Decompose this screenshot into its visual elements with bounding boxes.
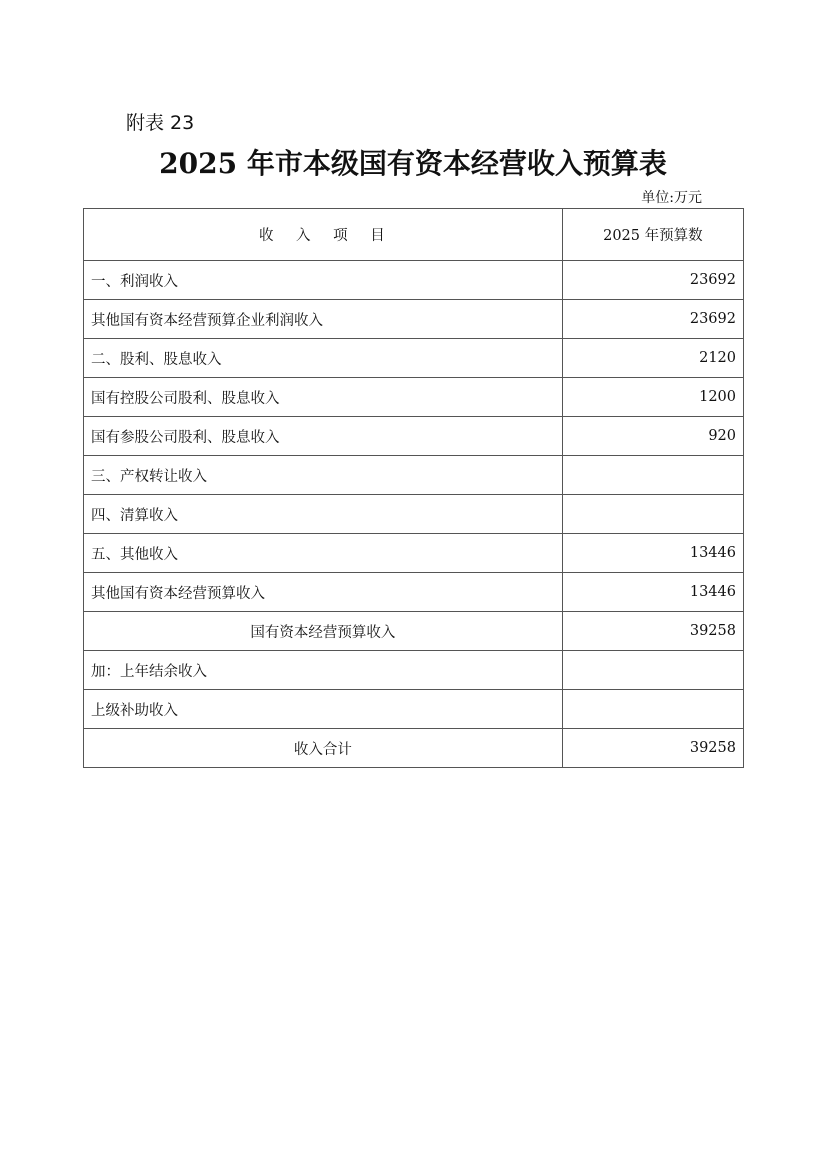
budget-table [83, 208, 744, 768]
row-item: 国有资本经营预算收入 [84, 612, 563, 651]
unit-label: 单位:万元 [641, 190, 702, 206]
column-header-amount: 2025 年预算数 [562, 209, 743, 261]
row-amount: 13446 [562, 573, 743, 612]
row-amount: 23692 [562, 261, 743, 300]
table-row [84, 690, 744, 729]
row-item: 四、清算收入 [84, 495, 563, 534]
table-row [84, 495, 744, 534]
table-row [84, 456, 744, 495]
row-amount [562, 690, 743, 729]
row-item: 国有控股公司股利、股息收入 [84, 378, 563, 417]
row-item: 其他国有资本经营预算企业利润收入 [84, 300, 563, 339]
row-amount: 2120 [562, 339, 743, 378]
table-row [84, 573, 744, 612]
table-row [84, 651, 744, 690]
row-item: 上级补助收入 [84, 690, 563, 729]
table-row-total [84, 729, 744, 768]
row-amount: 920 [562, 417, 743, 456]
row-item: 五、其他收入 [84, 534, 563, 573]
row-amount [562, 495, 743, 534]
row-item: 其他国有资本经营预算收入 [84, 573, 563, 612]
table-row [84, 612, 744, 651]
row-item: 加：上年结余收入 [84, 651, 563, 690]
table-header-row [84, 209, 744, 261]
table-row [84, 300, 744, 339]
row-item: 二、股利、股息收入 [84, 339, 563, 378]
attachment-label: 附表 23 [126, 112, 195, 134]
row-amount: 39258 [562, 729, 743, 768]
row-item: 一、利润收入 [84, 261, 563, 300]
table-row [84, 417, 744, 456]
row-amount: 23692 [562, 300, 743, 339]
row-amount [562, 651, 743, 690]
row-item: 三、产权转让收入 [84, 456, 563, 495]
row-item: 国有参股公司股利、股息收入 [84, 417, 563, 456]
row-amount [562, 456, 743, 495]
table-row [84, 534, 744, 573]
row-amount: 13446 [562, 534, 743, 573]
row-amount: 1200 [562, 378, 743, 417]
row-item: 收入合计 [84, 729, 563, 768]
table-row [84, 339, 744, 378]
table-row [84, 378, 744, 417]
table-row [84, 261, 744, 300]
row-amount: 39258 [562, 612, 743, 651]
page-title: 2025 年市本级国有资本经营收入预算表 [159, 147, 667, 180]
column-header-item: 收 入 项 目 [84, 209, 563, 261]
